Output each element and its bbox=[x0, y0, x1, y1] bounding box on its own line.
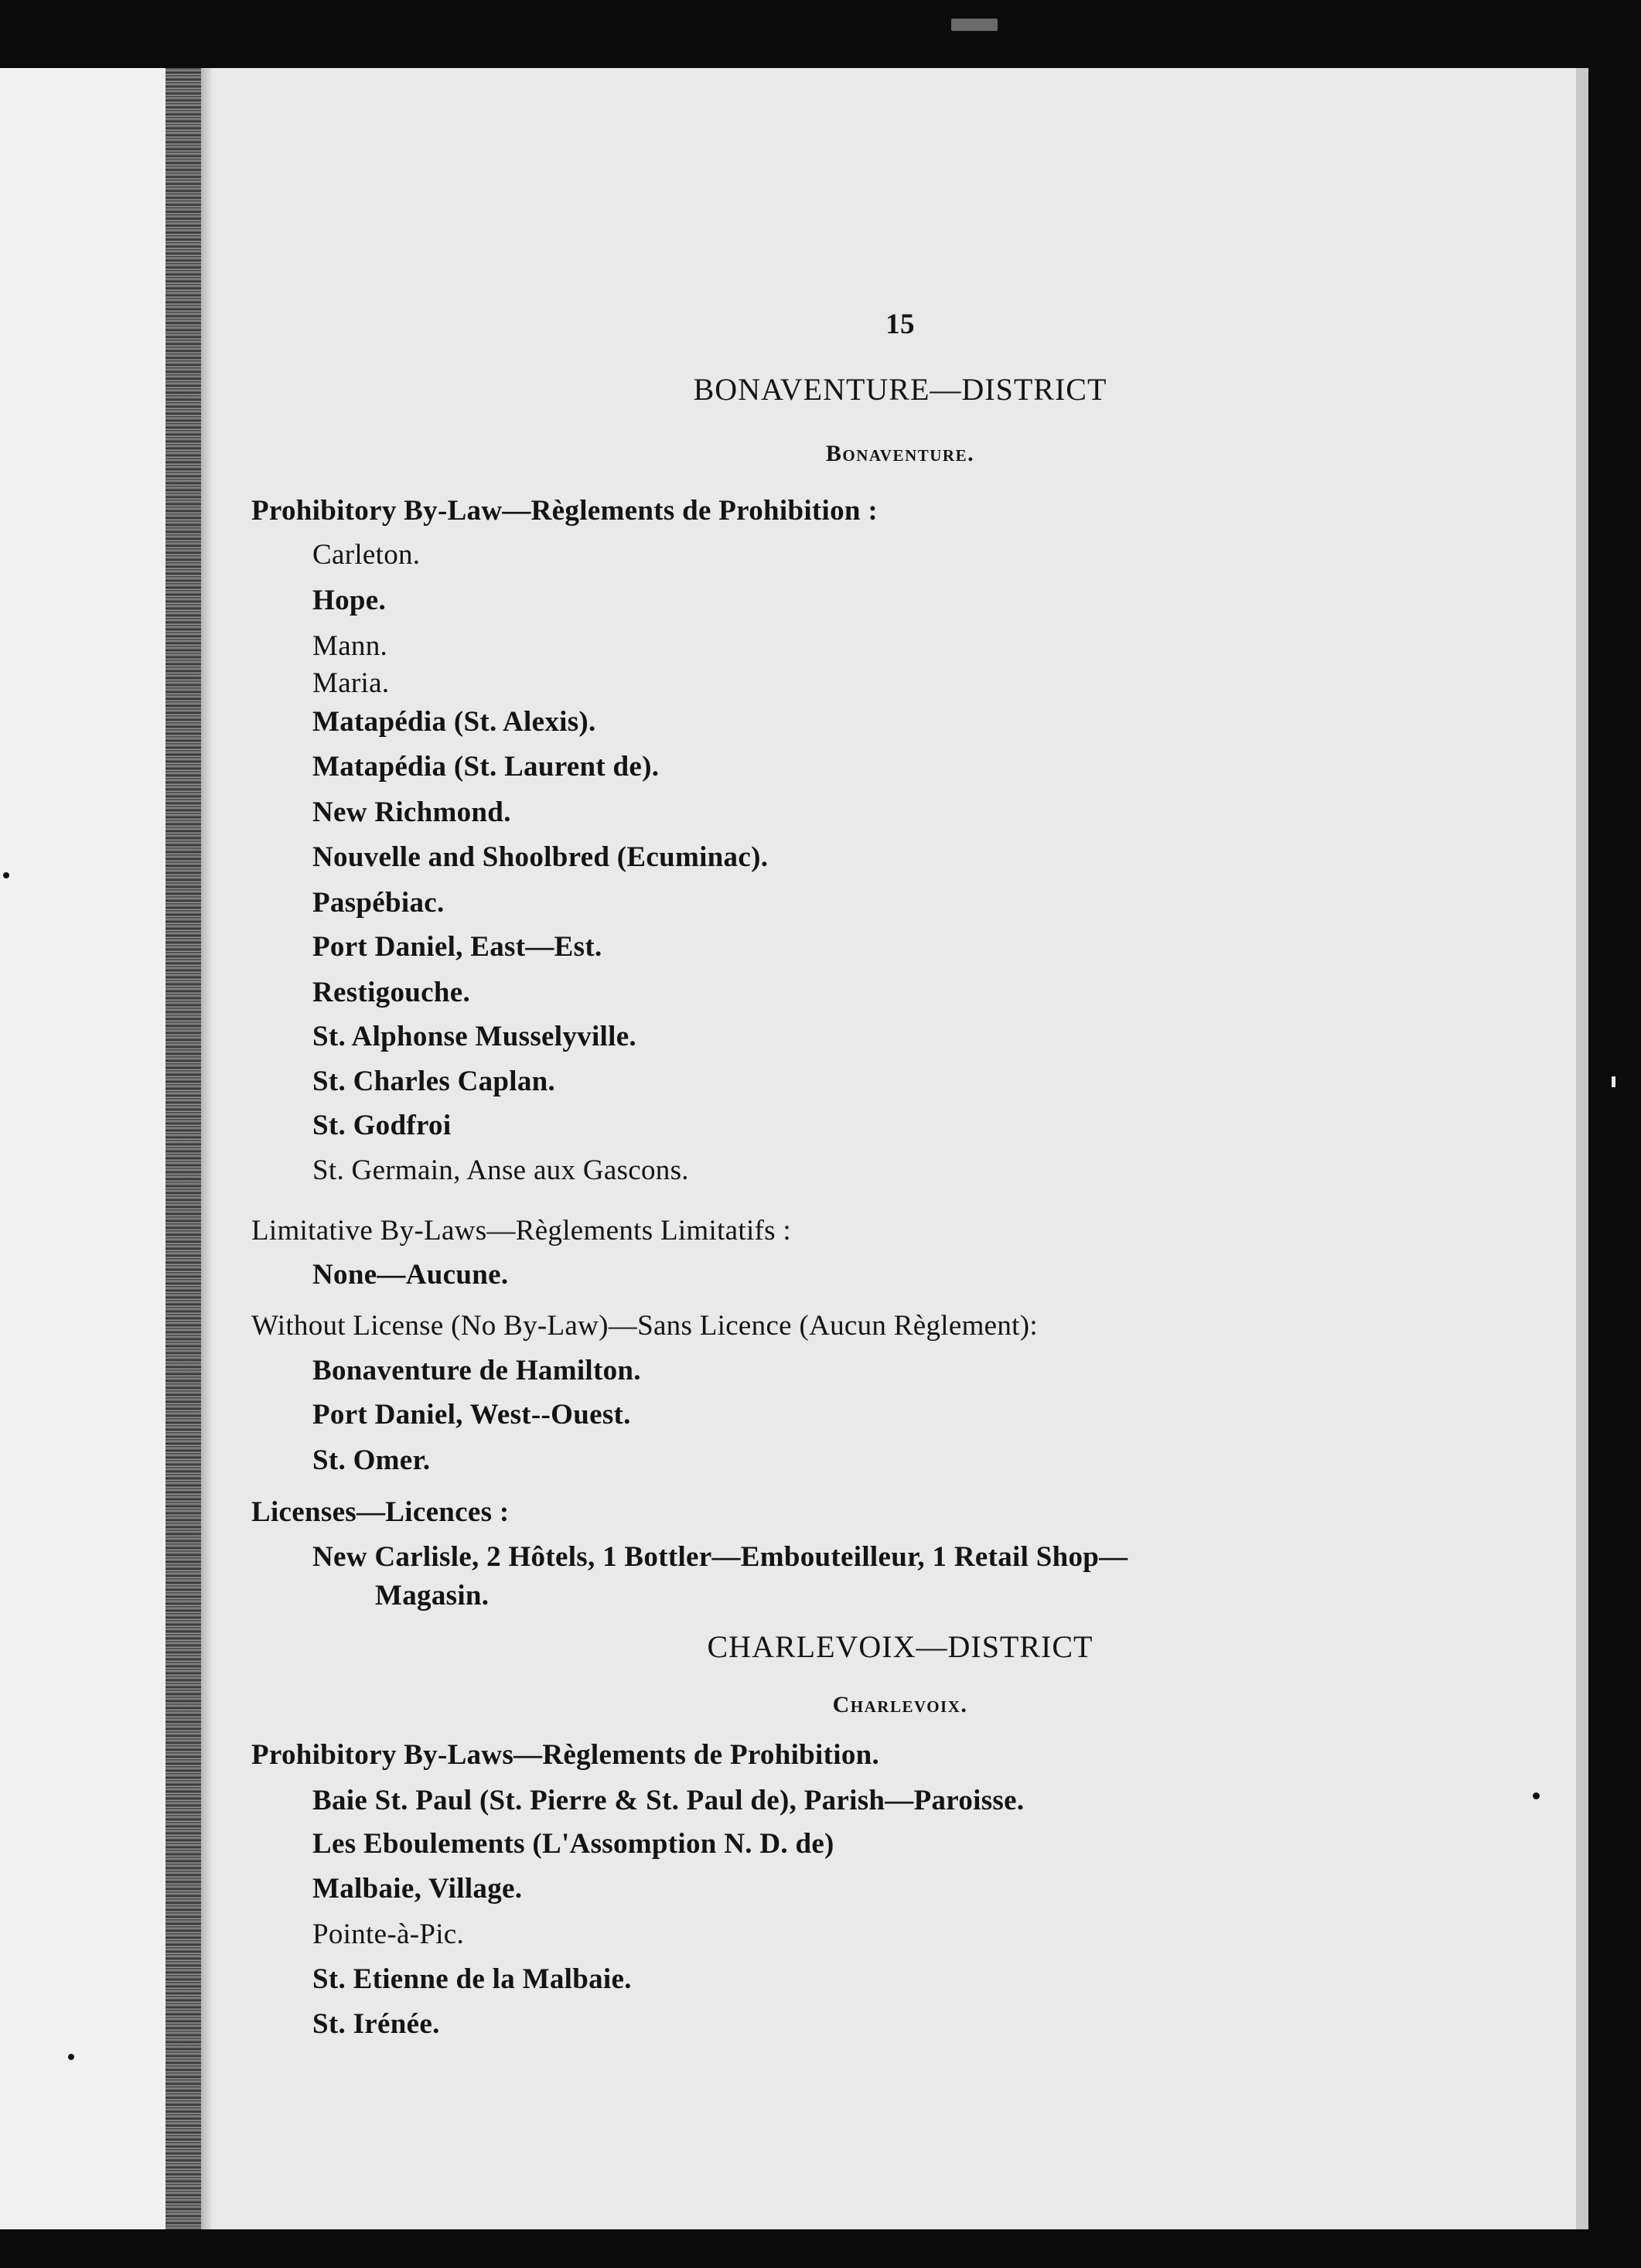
list-item: Matapédia (St. Alexis). bbox=[312, 706, 596, 738]
section-heading: Without License (No By-Law)—Sans Licence (Aucun Règlement): bbox=[251, 1310, 1038, 1342]
list-item: St. Irénée. bbox=[312, 2008, 440, 2040]
scan-border-right bbox=[1588, 0, 1641, 2268]
list-item: Nouvelle and Shoolbred (Ecuminac). bbox=[312, 841, 769, 873]
list-item: Les Eboulements (L'Assomption N. D. de) bbox=[312, 1828, 834, 1860]
list-item: Paspébiac. bbox=[312, 887, 445, 919]
list-item: St. Godfroi bbox=[312, 1110, 452, 1141]
list-item: New Richmond. bbox=[312, 796, 511, 828]
list-item: Carleton. bbox=[312, 539, 421, 571]
page-number: 15 bbox=[885, 309, 915, 340]
list-item: Pointe-à-Pic. bbox=[312, 1918, 465, 1950]
list-item: St. Omer. bbox=[312, 1444, 431, 1476]
list-item: St. Alphonse Musselyville. bbox=[312, 1021, 636, 1052]
section-heading: Prohibitory By-Law—Règlements de Prohibition : bbox=[251, 495, 878, 527]
list-item: St. Charles Caplan. bbox=[312, 1066, 556, 1097]
district-title: BONAVENTURE—DISTRICT bbox=[693, 372, 1107, 407]
scan-speck bbox=[1612, 1076, 1615, 1087]
list-item: Restigouche. bbox=[312, 977, 470, 1008]
list-item: Matapédia (St. Laurent de). bbox=[312, 751, 660, 783]
scan-speck bbox=[3, 872, 9, 878]
list-item: Malbaie, Village. bbox=[312, 1873, 523, 1905]
list-item: St. Germain, Anse aux Gascons. bbox=[312, 1154, 689, 1186]
scan-speck bbox=[1533, 1792, 1540, 1799]
license-entry-continuation: Magasin. bbox=[375, 1580, 490, 1611]
list-item: None—Aucune. bbox=[312, 1259, 509, 1291]
scan-speck bbox=[68, 2054, 74, 2060]
list-item: St. Etienne de la Malbaie. bbox=[312, 1963, 632, 1995]
facing-page-edge bbox=[0, 68, 165, 2229]
scan-speck bbox=[951, 19, 998, 31]
list-item: Maria. bbox=[312, 667, 390, 699]
scan-border-bottom bbox=[0, 2229, 1641, 2268]
county-name: Bonaventure. bbox=[825, 441, 975, 466]
list-item: Mann. bbox=[312, 630, 388, 662]
section-heading: Prohibitory By-Laws—Règlements de Prohibition. bbox=[251, 1739, 880, 1771]
list-item: Hope. bbox=[312, 585, 387, 616]
section-heading: Licenses—Licences : bbox=[251, 1496, 510, 1528]
license-entry-line: New Carlisle, 2 Hôtels, 1 Bottler—Embouteilleur, 1 Retail Shop— bbox=[312, 1541, 1128, 1573]
section-heading: Limitative By-Laws—Règlements Limitatifs : bbox=[251, 1215, 792, 1247]
district-title: CHARLEVOIX—DISTRICT bbox=[707, 1629, 1093, 1664]
list-item: Port Daniel, West--Ouest. bbox=[312, 1399, 631, 1431]
list-item: Port Daniel, East—Est. bbox=[312, 931, 602, 963]
scan-border-top bbox=[0, 0, 1641, 68]
book-binding bbox=[165, 68, 201, 2229]
binding-shadow bbox=[201, 68, 212, 2229]
list-item: Baie St. Paul (St. Pierre & St. Paul de), Parish—Paroisse. bbox=[312, 1785, 1025, 1816]
county-name: Charlevoix. bbox=[832, 1692, 968, 1717]
list-item: Bonaventure de Hamilton. bbox=[312, 1355, 641, 1386]
